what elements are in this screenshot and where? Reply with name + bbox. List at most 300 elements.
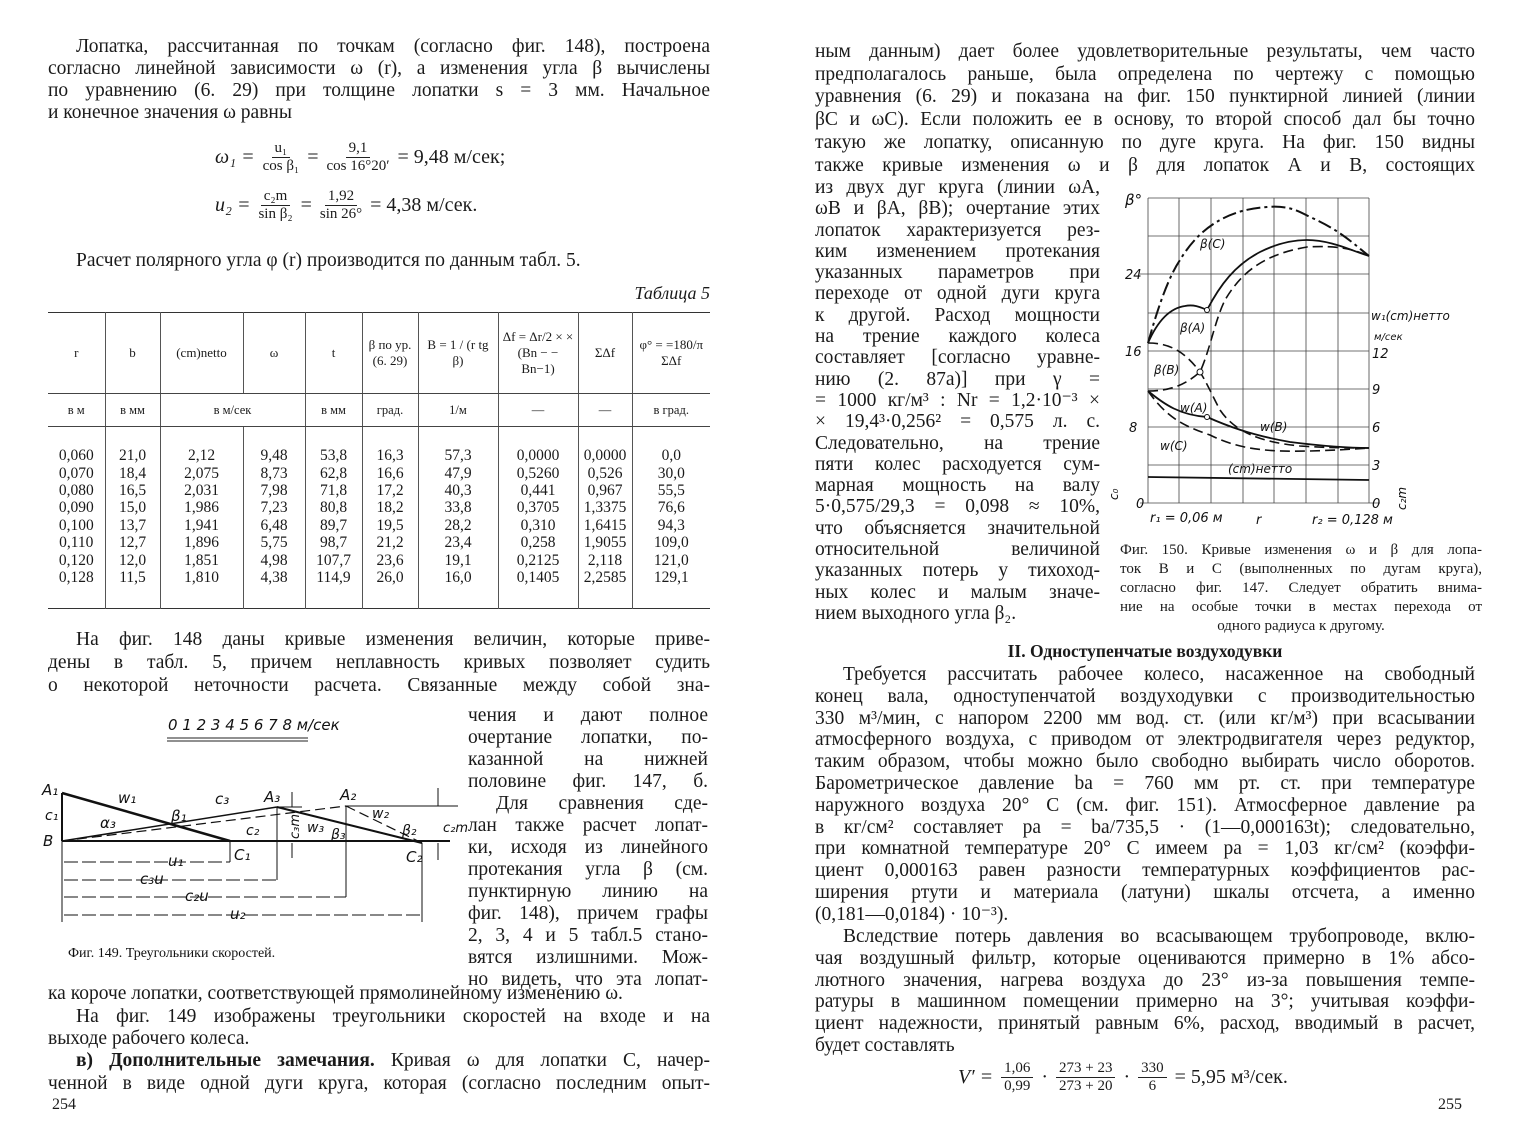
table-cell: 8,73 — [243, 464, 305, 481]
table-cell: 2,075 — [160, 464, 243, 481]
denominator: cos 16°20′ — [326, 158, 390, 174]
paragraph-additional-remarks — [48, 1050, 710, 1095]
text-line: при комнатной температуре 20° С имеем pа = 1,03 кг/см² (коэффи- — [815, 838, 1475, 860]
table-cell: град. — [362, 394, 418, 427]
label-c2: c₂ — [246, 823, 260, 839]
table-cell: 80,8 — [305, 499, 362, 516]
table-cell — [632, 427, 710, 448]
label-A2: A₂ — [340, 786, 357, 804]
table-cell: 0,967 — [578, 482, 632, 499]
table-cell: 1,9055 — [578, 534, 632, 551]
label-u1: u₁ — [168, 852, 184, 870]
table-cell: 1,3375 — [578, 499, 632, 516]
table-cell: 17,2 — [362, 482, 418, 499]
formula-lhs: ω₁ = — [215, 146, 255, 168]
text-line: Вследствие потерь давления во всасывающем трубопроводе, вклю- — [843, 926, 1475, 947]
numerator: 273 + 23 — [1056, 1060, 1115, 1078]
table-cell: — — [498, 394, 578, 427]
multiply-dot: · — [1123, 1066, 1131, 1088]
table-cell: 13,7 — [105, 517, 160, 534]
table-cell: 18,4 — [105, 464, 160, 481]
label-alpha3: α₃ — [100, 814, 116, 832]
figure-caption: Фиг. 149. Треугольники скоростей. — [68, 946, 276, 961]
table-cell: b — [105, 313, 160, 394]
formula-v — [958, 1060, 1288, 1095]
table-cell: в м — [48, 394, 105, 427]
table-cell — [362, 586, 418, 609]
table-title: Таблица 5 — [634, 283, 710, 303]
table-cell: 1,851 — [160, 551, 243, 568]
table-cell: 0,310 — [498, 517, 578, 534]
text-line: лопаток характеризуется рез- — [815, 219, 1100, 241]
text-line: составляет [согласно уравне- — [815, 347, 1100, 369]
table-cell: 0,0 — [632, 447, 710, 464]
label-c2u: c₂u — [185, 887, 209, 905]
page-number: 255 — [1438, 1096, 1462, 1113]
table-cell: 53,8 — [305, 447, 362, 464]
table-cell: 23,6 — [362, 551, 418, 568]
paragraph-blade-calc — [48, 36, 710, 124]
table-cell: 89,7 — [305, 517, 362, 534]
table-cell: 114,9 — [305, 569, 362, 586]
table-cell: 71,8 — [305, 482, 362, 499]
table-cell: 0,090 — [58, 499, 94, 517]
table-cell: 1,6415 — [578, 517, 632, 534]
table-row — [48, 517, 710, 534]
text-line: пунктирную линию на — [468, 881, 708, 902]
table-cell: 7,23 — [243, 499, 305, 516]
table-cell: 55,5 — [632, 482, 710, 499]
table-cell: 12,0 — [105, 551, 160, 568]
table-cell — [632, 586, 710, 609]
curve-cm-netto — [1148, 477, 1369, 480]
text-line: половине фиг. 147, б. — [468, 771, 708, 792]
table-cell: 62,8 — [305, 464, 362, 481]
paragraph-blade-outline — [468, 705, 708, 991]
table-cell: (cm)netto — [160, 313, 243, 394]
text-line: циент надежности, принятый равным 6%, расход, вводимый в расчет, — [815, 1013, 1475, 1035]
table-cell — [498, 586, 578, 609]
text-line: βC и ωC). Если положить ее в основу, то второй способ дал бы точно — [815, 109, 1475, 131]
text-line: что объясняется значительной — [815, 517, 1100, 539]
label-w2: w₂ — [372, 806, 390, 822]
table-cell — [48, 427, 105, 448]
text-line: будет составлять — [815, 1034, 955, 1056]
table-cell: 94,3 — [632, 517, 710, 534]
table-cell: 0,080 — [58, 481, 94, 499]
table-cell: в мм — [305, 394, 362, 427]
text-line: очертание лопатки, по- — [468, 727, 708, 748]
text-line: Требуется рассчитать рабочее колесо, насаженное на свободный — [843, 664, 1475, 685]
table-cell — [305, 586, 362, 609]
text-line: циент 0,000163 равен разности температурных коэффициентов рас- — [815, 860, 1475, 882]
text-line: переходе от одной дуги круга — [815, 283, 1100, 305]
table-cell: 5,75 — [243, 534, 305, 551]
table-row — [48, 447, 710, 464]
table-cell — [498, 427, 578, 448]
fraction — [258, 188, 292, 223]
table-cell — [243, 586, 305, 609]
table-spacer — [48, 427, 710, 448]
label-c1: c₁ — [45, 808, 59, 824]
text-line: чая воздушный фильтр, которые оцениваются примерно в 1% абсо- — [815, 947, 1475, 969]
table-cell: ω — [243, 313, 305, 394]
label-u2: u₂ — [230, 905, 246, 923]
paragraph-continued — [815, 41, 1475, 177]
paragraph-blower-task — [815, 664, 1475, 926]
equals: = — [300, 194, 312, 216]
text-line: ратуры в машинном помещении примерно на 3°; учитывая коэффи- — [815, 991, 1475, 1013]
text-line: наружного воздуха 20° С (см. фиг. 151). Атмосферное давление pа — [815, 794, 1475, 816]
table-5 — [48, 312, 710, 609]
fraction — [326, 140, 389, 175]
tick-label: 0 — [1136, 497, 1145, 512]
table-cell: 33,8 — [418, 499, 498, 516]
table-cell: 16,0 — [418, 569, 498, 586]
text-line: 5·0,575/29,3 = 0,098 ≈ 10%, — [815, 496, 1100, 518]
text-line: ченной в виде одной дуги круга, которая (согласно последним опыт- — [48, 1072, 710, 1094]
table-cell: 23,4 — [418, 534, 498, 551]
text-line: нием выходного угла β₂. — [815, 602, 1017, 624]
table-spacer — [48, 586, 710, 609]
numerator: 1,92 — [325, 188, 357, 206]
text-line: вятся излишними. Мож- — [468, 947, 708, 968]
text-line: 2, 3, 4 и 5 табл.5 стано- — [468, 925, 708, 946]
c2m-label: c₂m — [1395, 486, 1409, 510]
label-w1: w₁ — [118, 789, 137, 807]
text-span: Кривая ω для лопатки С, начер- — [374, 1050, 710, 1071]
figure-150-graph — [1100, 180, 1520, 530]
text-line: относительной величиной — [815, 539, 1100, 561]
text-line: На фиг. 149 изображены треугольники скоростей на входе и на — [76, 1005, 710, 1027]
multiply-dot: · — [1041, 1066, 1049, 1088]
curve-beta-b — [1148, 247, 1369, 391]
table-cell: 1,810 — [160, 569, 243, 586]
table-cell — [418, 586, 498, 609]
text-line: казанной на нижней — [468, 749, 708, 770]
text-line: ка короче лопатки, соответствующей прямолинейному изменению ω. — [48, 983, 623, 1004]
table-cell: 2,12 — [160, 447, 243, 464]
curve-label: β(A) — [1180, 321, 1206, 335]
table-cell: 30,0 — [632, 464, 710, 481]
label-c3: c₃ — [215, 790, 230, 808]
label-c3m: c₃m — [288, 813, 303, 839]
text-line: одного радиуса к другому. — [1217, 618, 1385, 634]
table-cell — [362, 427, 418, 448]
table-cell: 21,0 — [105, 447, 160, 464]
text-line: атмосферного воздуха, с приводом от электродвигателя через редуктор, — [815, 729, 1475, 751]
text-line: Барометрическое давление bа = 760 мм рт. ст. при температуре — [815, 772, 1475, 794]
table-cell: 0,128 — [58, 568, 94, 586]
text-line: выходе рабочего колеса. — [48, 1028, 250, 1049]
table-cell: β по ур. (6. 29) — [362, 313, 418, 394]
curve-label: w(B) — [1260, 420, 1288, 434]
table-cell: 107,7 — [305, 551, 362, 568]
grid — [1140, 198, 1380, 503]
table-cell: 9,48 — [243, 447, 305, 464]
table-cell: 98,7 — [305, 534, 362, 551]
paragraph-friction-loss — [815, 177, 1100, 624]
table-cell: 26,0 — [362, 569, 418, 586]
table-cell: 0,5260 — [498, 464, 578, 481]
paragraph-flow-rate — [815, 926, 1475, 1057]
transition-point — [1197, 369, 1203, 375]
text-line: также кривые изменения ω и β для лопаток А и В, состоящих — [815, 154, 1475, 176]
table-cell: 2,031 — [160, 482, 243, 499]
figure-149-velocity-triangles — [40, 700, 470, 970]
tick-label: 9 — [1372, 383, 1381, 398]
table-cell: 1/м — [418, 394, 498, 427]
formula-result: = 4,38 м/сек. — [370, 194, 478, 216]
text-line: нию (2. 87а)] при γ = — [815, 368, 1100, 390]
tick-label: 6 — [1372, 421, 1381, 436]
tick-label: 8 — [1129, 421, 1138, 436]
tick-label: 12 — [1372, 347, 1389, 362]
table-cell: t — [305, 313, 362, 394]
text-line: предполагалось раньше, была определена по чертежу с помощью — [815, 63, 1475, 85]
table-cell: 0,120 — [58, 551, 94, 569]
table-cell: в мм — [105, 394, 160, 427]
paragraph-polar-angle — [48, 250, 710, 272]
text-line: Для сравнения сде- — [496, 793, 708, 814]
table-cell: 0,0000 — [578, 447, 632, 464]
table-row — [48, 534, 710, 551]
denominator: cos β₁ — [262, 158, 300, 174]
table-cell: φ° = =180/π ΣΔf — [632, 313, 710, 394]
label-beta1: β₁ — [171, 807, 187, 825]
text-line: ток В и С (выполненных по дугам круга), — [1120, 561, 1482, 577]
table-cell: 2,118 — [578, 551, 632, 568]
label-A3: A₃ — [264, 788, 281, 806]
paragraph-fig149 — [48, 983, 710, 1051]
table-cell: 11,5 — [105, 569, 160, 586]
table-row — [48, 569, 710, 586]
table-cell: 0,441 — [498, 482, 578, 499]
text-line: 330 м³/мин, с напором 2200 мм вод. ст. (или кг/м³) при всасывании — [815, 707, 1475, 729]
table-cell: 7,98 — [243, 482, 305, 499]
table-cell — [160, 427, 243, 448]
text-line: ным данным) дает более удовлетворительные результаты, чем часто — [815, 41, 1475, 62]
section-title: в) Дополнительные замечания. — [76, 1050, 375, 1071]
table-cell: 40,3 — [418, 482, 498, 499]
text-line: На фиг. 148 даны кривые изменения величин, которые приве- — [76, 629, 710, 650]
text-line: и конечное значения ω равны — [48, 102, 292, 123]
table-cell: 47,9 — [418, 464, 498, 481]
text-line: дены в табл. 5, причем неплавность кривых позволяет судить — [48, 652, 710, 673]
table-cell: ΣΔf — [578, 313, 632, 394]
tick-label: 24 — [1125, 268, 1142, 283]
label-beta3: β₃ — [331, 827, 346, 843]
table-row — [48, 551, 710, 568]
text-line: × 19,4³·0,256² = 0,575 л. с. — [815, 411, 1100, 433]
numerator: 9,1 — [346, 140, 371, 158]
table-cell: 28,2 — [418, 517, 498, 534]
text-line: о некоторой неточности расчета. Связанные между собой зна- — [48, 675, 710, 696]
x-label-r2: r₂ = 0,128 м — [1312, 513, 1393, 528]
page-number: 254 — [52, 1096, 76, 1113]
text-line: протекания угла β (см. — [468, 859, 708, 880]
curve-label: (cm)нетто — [1228, 462, 1293, 476]
table-header-row — [48, 313, 710, 394]
table-cell: 1,986 — [160, 499, 243, 516]
text-line: = 1000 кг/м³ : Nr = 1,2·10⁻³ × — [815, 389, 1100, 411]
tick-label: 3 — [1372, 459, 1381, 474]
triangle-lines — [62, 788, 458, 922]
text-line: по уравнению (6. 29) при толщине лопатки s = 3 мм. Начальное — [48, 80, 710, 101]
text-line: на трение каждого колеса — [815, 326, 1100, 348]
equals: = — [307, 146, 319, 168]
table-units-row — [48, 394, 710, 427]
curve-label: β(C) — [1200, 237, 1226, 251]
curve-label: w(A) — [1180, 401, 1208, 415]
table-cell: Δf = Δr/2 × × (Bn − − Bn−1) — [498, 313, 578, 394]
table-cell: 19,5 — [362, 517, 418, 534]
table-cell: 6,48 — [243, 517, 305, 534]
table-cell — [160, 586, 243, 609]
text-line: уравнения (6. 29) и показана на фиг. 150 пунктирной линией (линии — [815, 86, 1475, 108]
label-B: B — [43, 832, 54, 850]
table-cell: B = 1 / (r tg β) — [418, 313, 498, 394]
text-line: Фиг. 150. Кривые изменения ω и β для лопа- — [1120, 542, 1482, 558]
table-cell: 0,258 — [498, 534, 578, 551]
text-line: ким изменением протекания — [815, 240, 1100, 262]
denominator: 0,99 — [1004, 1078, 1031, 1094]
table-cell: 121,0 — [632, 551, 710, 568]
label-C1: C₁ — [234, 846, 251, 864]
text-line: но видеть, что эта лопат- — [468, 969, 708, 990]
text-line: указанных потерь у тихоход- — [815, 560, 1100, 582]
tick-label: 0 — [1372, 497, 1381, 512]
curve-beta-b-dashed — [1148, 343, 1369, 448]
transition-point — [1205, 415, 1210, 420]
fraction — [320, 188, 362, 223]
text-line: Следовательно, на трение — [815, 432, 1100, 454]
table-cell: в м/сек — [160, 394, 305, 427]
table-cell: 129,1 — [632, 569, 710, 586]
table-cell: 16,3 — [362, 447, 418, 464]
text-line: Расчет полярного угла φ (r) производится по данным табл. 5. — [76, 250, 581, 271]
text-line: указанных параметров при — [815, 262, 1100, 284]
text-line: лютного значения, нагрева воздуха до 23° из-за повышения темпе- — [815, 969, 1475, 991]
table-cell: 19,1 — [418, 551, 498, 568]
table-cell: 2,2585 — [578, 569, 632, 586]
denominator: 6 — [1148, 1078, 1157, 1094]
table-cell — [243, 427, 305, 448]
scale-label: 0 1 2 3 4 5 6 7 8 м/сек — [168, 716, 340, 734]
paragraph-fig148 — [48, 628, 710, 697]
fraction — [1001, 1060, 1033, 1095]
text-line: конец вала, одноступенчатой воздуходувки с производительностью — [815, 685, 1475, 707]
label-w3: w₃ — [307, 820, 325, 836]
table-cell: 0,110 — [59, 534, 94, 552]
text-line: в кг/см² составляет pа = bа/735,5 · (1—0,000163t); следовательно, — [815, 816, 1475, 838]
table-cell — [105, 427, 160, 448]
text-line: ωВ и βА, βВ); очертание этих — [815, 198, 1100, 220]
table-cell — [418, 427, 498, 448]
formula-lhs: u₂ = — [215, 194, 251, 216]
x-label-r: r — [1256, 513, 1262, 528]
table-cell: 109,0 — [632, 534, 710, 551]
figure-150-caption — [1120, 541, 1482, 636]
text-line: ных колес и малым значе- — [815, 581, 1100, 603]
table-cell: 1,941 — [160, 517, 243, 534]
table-cell: 57,3 — [418, 447, 498, 464]
table-cell: 16,5 — [105, 482, 160, 499]
table-row — [48, 499, 710, 516]
fraction — [1138, 1060, 1167, 1095]
x-label-r1: r₁ = 0,06 м — [1150, 511, 1223, 526]
table-row — [48, 464, 710, 481]
numerator: u₁ — [272, 140, 291, 158]
formula-u2 — [215, 188, 477, 223]
table-cell — [48, 586, 105, 609]
table-cell: 4,98 — [243, 551, 305, 568]
table-cell: 0,0000 — [498, 447, 578, 464]
formula-w1 — [215, 140, 505, 175]
table-cell — [578, 427, 632, 448]
formula-lhs: V′ = — [958, 1066, 994, 1088]
curve-label: w(C) — [1160, 439, 1188, 453]
label-beta2: β₂ — [402, 823, 417, 839]
table-cell: 4,38 — [243, 569, 305, 586]
table-cell: 0,060 — [58, 447, 94, 465]
text-line: (0,181—0,0184) · 10⁻³). — [815, 903, 1009, 925]
table-cell — [105, 586, 160, 609]
c0-label: c₀ — [1107, 488, 1121, 500]
text-line: пяти колес расходуется сум- — [815, 453, 1100, 475]
table-cell: 18,2 — [362, 499, 418, 516]
numerator: 1,06 — [1001, 1060, 1033, 1078]
right-axis-label: w₁(cm)нетто — [1371, 309, 1450, 323]
denominator: 273 + 20 — [1059, 1078, 1113, 1094]
text-line: к другой. Расход мощности — [815, 304, 1100, 326]
table-row — [48, 482, 710, 499]
label-c2m: c₂m — [443, 821, 469, 836]
fraction — [1056, 1060, 1115, 1095]
text-line: ние на особые точки в местах перехода от — [1120, 599, 1482, 615]
label-c3u: c₃u — [140, 870, 164, 888]
formula-result: = 5,95 м³/сек. — [1174, 1066, 1288, 1088]
table-cell: 0,526 — [578, 464, 632, 481]
table-cell: 21,2 — [362, 534, 418, 551]
table-cell: 15,0 — [105, 499, 160, 516]
text-line: марная мощность на валу — [815, 475, 1100, 497]
numerator: c₂m — [261, 188, 291, 206]
text-line: таким образом, чтобы можно было свободно выбирать число оборотов. — [815, 751, 1475, 773]
table-cell — [305, 427, 362, 448]
text-line: Лопатка, рассчитанная по точкам (согласно фиг. 148), построена — [76, 36, 710, 57]
text-line: согласно линейной зависимости ω (r), а изменения угла β вычислены — [48, 58, 710, 79]
label-C2: C₂ — [406, 848, 423, 866]
y-axis-label: β° — [1125, 191, 1143, 209]
table-cell: 0,070 — [58, 464, 94, 482]
fraction — [263, 140, 300, 175]
table-cell: 0,2125 — [498, 551, 578, 568]
numerator: 330 — [1138, 1060, 1167, 1078]
table-cell: 12,7 — [105, 534, 160, 551]
table-cell: в град. — [632, 394, 710, 427]
text-line: фиг. 148), причем графы — [468, 903, 708, 924]
table-cell: 0,100 — [58, 516, 94, 534]
text-line: такую же лопатку, описанную по дуге круга. На фиг. 150 видны — [815, 131, 1475, 153]
denominator: sin 26° — [319, 206, 363, 222]
table-cell: r — [48, 313, 105, 394]
text-line — [48, 1050, 710, 1073]
text-line: ширения ртути и материала (латуни) шкалы отсчета, а именно — [815, 881, 1475, 903]
table-cell: 16,6 — [362, 464, 418, 481]
table-cell: 0,1405 — [498, 569, 578, 586]
text-line: согласно фиг. 147. Следует обратить внима- — [1120, 580, 1482, 596]
